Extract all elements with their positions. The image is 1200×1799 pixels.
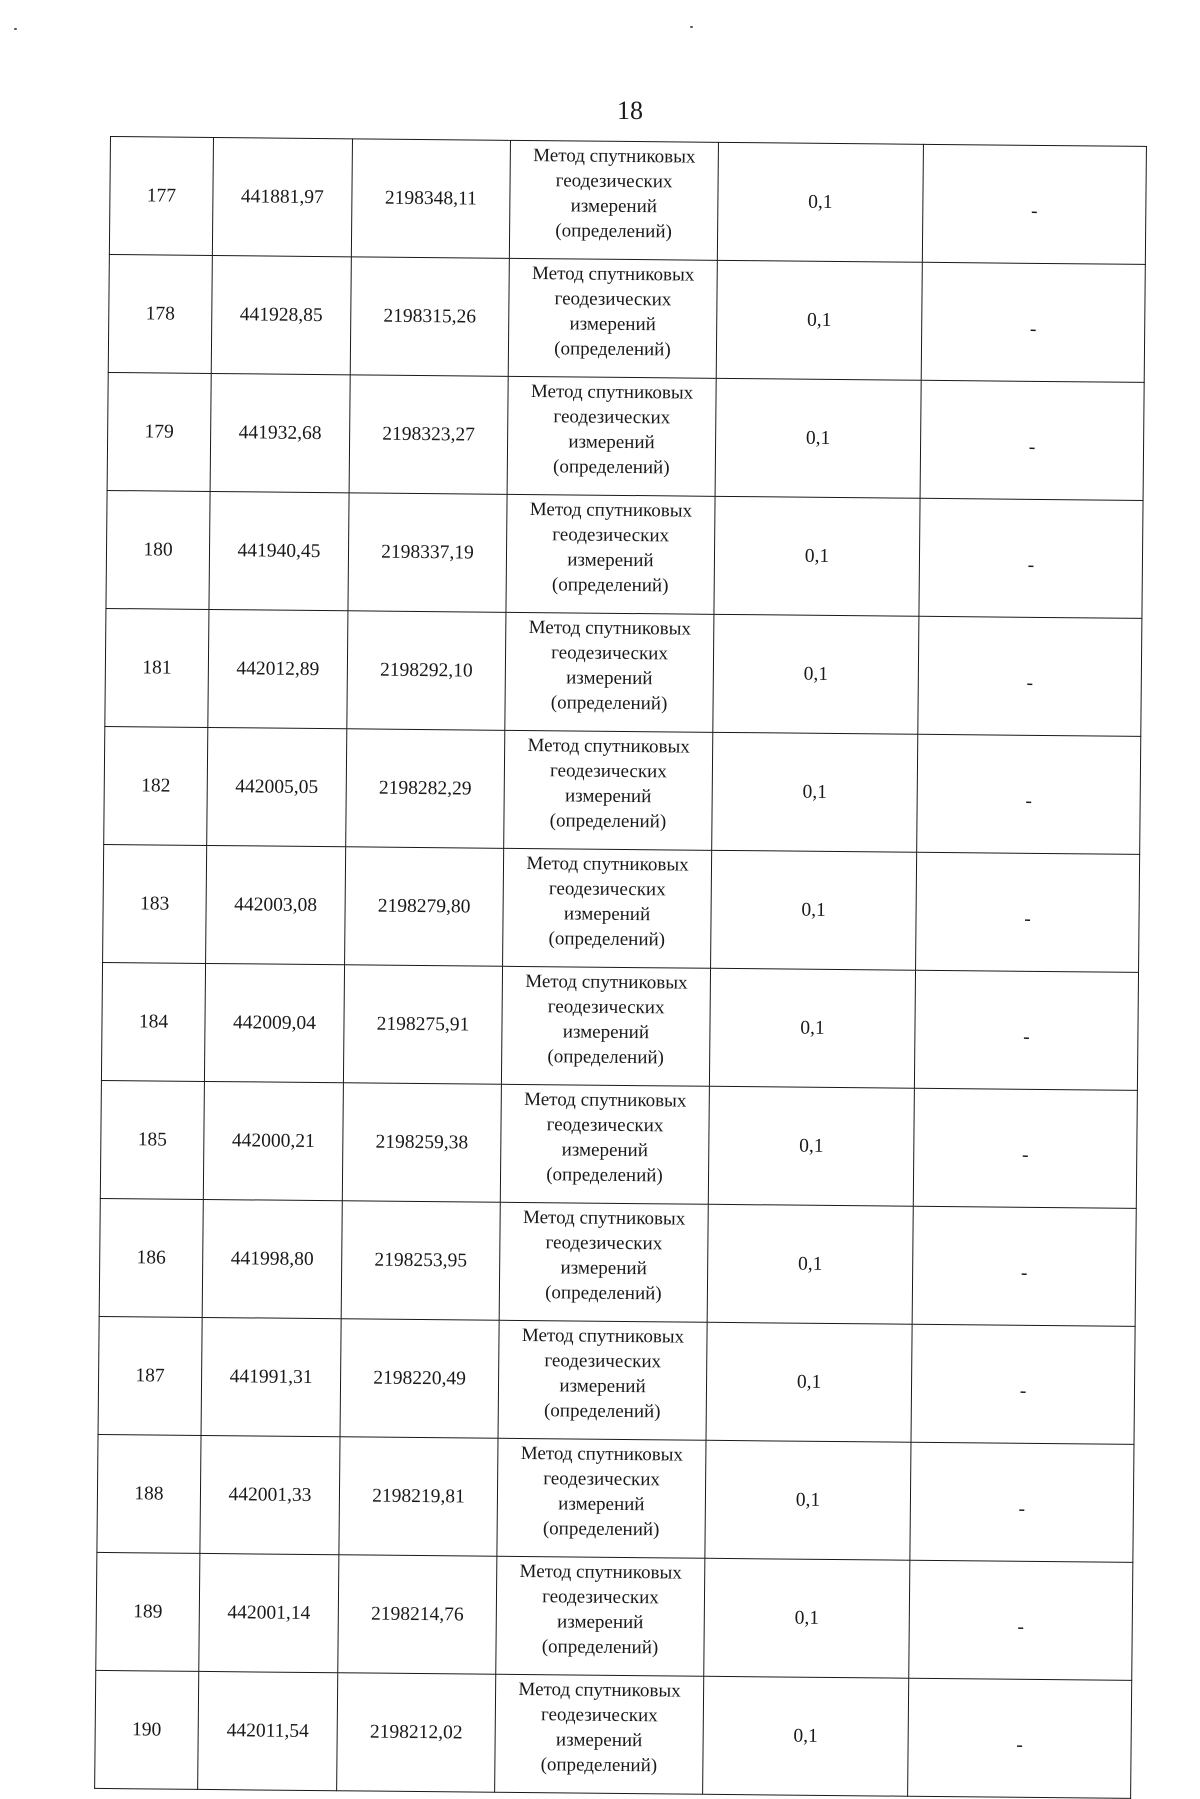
- method-cell: [505, 612, 714, 732]
- y-coordinate-cell: 2198275,91: [343, 965, 502, 1085]
- note-cell: -: [914, 970, 1138, 1090]
- method-line: (определений): [554, 338, 671, 361]
- page-number: 18: [617, 96, 643, 125]
- accuracy-cell: 0,1: [712, 732, 918, 852]
- note-cell: -: [920, 380, 1144, 500]
- y-coordinate-cell: 2198212,02: [337, 1673, 496, 1793]
- note-cell: -: [918, 616, 1142, 736]
- x-coordinate-cell: 442011,54: [198, 1671, 338, 1790]
- method-line: геодезических: [551, 642, 669, 665]
- note-cell: -: [912, 1206, 1136, 1326]
- accuracy-cell: 0,1: [716, 260, 922, 380]
- method-cell: [495, 1674, 704, 1794]
- point-number-cell: 180: [106, 490, 210, 609]
- method-line: измерений: [563, 903, 651, 926]
- note-cell: -: [913, 1088, 1137, 1208]
- method-cell: [504, 730, 713, 850]
- table-row: [106, 490, 1143, 618]
- method-line: измерений: [569, 313, 656, 336]
- point-number-cell: 181: [105, 608, 209, 727]
- accuracy-cell: 0,1: [706, 1322, 912, 1442]
- method-line: Метод спутниковых: [527, 735, 690, 758]
- method-line: (определений): [548, 928, 666, 951]
- method-line: измерений: [560, 1257, 647, 1280]
- method-line: геодезических: [546, 1114, 664, 1137]
- method-line: Метод спутниковых: [526, 853, 689, 876]
- table-row: [100, 1080, 1137, 1208]
- method-line: геодезических: [544, 1350, 662, 1373]
- method-line: измерений: [555, 1729, 643, 1752]
- table-row: [109, 137, 1146, 265]
- note-cell: -: [910, 1442, 1134, 1562]
- table-row: [99, 1198, 1136, 1326]
- point-number-cell: 187: [98, 1316, 202, 1435]
- note-cell: -: [921, 262, 1145, 382]
- table-row: [97, 1434, 1134, 1562]
- point-number-cell: 183: [103, 844, 207, 963]
- y-coordinate-cell: 2198253,95: [341, 1201, 500, 1321]
- method-line: Метод спутниковых: [529, 499, 693, 522]
- table-row: [98, 1316, 1135, 1444]
- note-cell: -: [911, 1324, 1135, 1444]
- table-row: [96, 1552, 1133, 1680]
- point-number-cell: 188: [97, 1434, 201, 1553]
- accuracy-cell: 0,1: [705, 1440, 911, 1560]
- method-cell: [498, 1320, 707, 1440]
- method-line: геодезических: [540, 1704, 658, 1727]
- method-line: геодезических: [545, 1232, 663, 1255]
- accuracy-cell: 0,1: [708, 1086, 914, 1206]
- accuracy-cell: 0,1: [715, 378, 921, 498]
- method-line: (определений): [550, 692, 668, 715]
- method-cell: [506, 494, 715, 614]
- method-line: Метод спутниковых: [524, 1089, 687, 1112]
- method-cell: [500, 1084, 709, 1204]
- table-row: [101, 962, 1138, 1090]
- table-row: [108, 254, 1145, 382]
- scan-speck: [690, 26, 693, 28]
- coordinates-table-body: [95, 137, 1147, 1799]
- method-line: измерений: [557, 1611, 644, 1634]
- method-line: геодезических: [543, 1468, 661, 1491]
- method-line: (определений): [547, 1046, 665, 1069]
- method-line: (определений): [540, 1754, 658, 1777]
- method-line: геодезических: [548, 878, 666, 901]
- accuracy-cell: 0,1: [713, 614, 919, 734]
- note-cell: -: [922, 144, 1146, 264]
- method-line: (определений): [542, 1518, 660, 1541]
- method-cell: [501, 966, 710, 1086]
- method-line: (определений): [551, 574, 669, 597]
- y-coordinate-cell: 2198282,29: [346, 729, 505, 849]
- accuracy-cell: 0,1: [703, 1676, 909, 1796]
- y-coordinate-cell: 2198219,81: [339, 1437, 498, 1557]
- table-row: [95, 1670, 1132, 1798]
- point-number-cell: 178: [108, 254, 212, 373]
- method-cell: [508, 258, 717, 378]
- method-line: (определений): [555, 220, 672, 243]
- point-number-cell: 186: [99, 1198, 203, 1317]
- accuracy-cell: 0,1: [714, 496, 920, 616]
- method-cell: [499, 1202, 708, 1322]
- y-coordinate-cell: 2198337,19: [348, 493, 507, 613]
- x-coordinate-cell: 442009,04: [204, 963, 344, 1082]
- note-cell: -: [908, 1678, 1132, 1798]
- method-cell: [509, 140, 718, 260]
- y-coordinate-cell: 2198279,80: [345, 847, 504, 967]
- y-coordinate-cell: 2198315,26: [350, 257, 509, 377]
- method-line: измерений: [567, 549, 654, 572]
- method-line: Метод спутниковых: [531, 263, 695, 286]
- accuracy-cell: 0,1: [711, 850, 917, 970]
- method-line: геодезических: [549, 760, 667, 783]
- point-number-cell: 179: [107, 372, 211, 491]
- method-line: измерений: [562, 1021, 650, 1044]
- point-number-cell: 182: [104, 726, 208, 845]
- method-cell: [496, 1556, 705, 1676]
- accuracy-cell: 0,1: [704, 1558, 910, 1678]
- method-line: Метод спутниковых: [522, 1207, 686, 1230]
- x-coordinate-cell: 442001,14: [199, 1553, 339, 1672]
- point-number-cell: 190: [95, 1670, 199, 1789]
- accuracy-cell: 0,1: [717, 142, 923, 262]
- method-line: геодезических: [542, 1586, 659, 1609]
- method-line: измерений: [561, 1139, 649, 1162]
- x-coordinate-cell: 441998,80: [202, 1199, 342, 1318]
- table-row: [105, 608, 1142, 736]
- method-line: Метод спутниковых: [528, 617, 692, 640]
- method-cell: [507, 376, 716, 496]
- note-cell: -: [917, 734, 1141, 854]
- x-coordinate-cell: 441928,85: [211, 255, 351, 374]
- method-line: (определений): [543, 1400, 661, 1423]
- method-line: (определений): [552, 456, 670, 479]
- x-coordinate-cell: 441932,68: [210, 373, 350, 492]
- y-coordinate-cell: 2198292,10: [347, 611, 506, 731]
- x-coordinate-cell: 442012,89: [208, 609, 348, 728]
- method-line: Метод спутниковых: [530, 381, 694, 404]
- method-cell: [497, 1438, 706, 1558]
- method-line: (определений): [546, 1164, 663, 1187]
- note-cell: -: [909, 1560, 1133, 1680]
- x-coordinate-cell: 442005,05: [207, 727, 347, 846]
- y-coordinate-cell: 2198348,11: [351, 139, 510, 259]
- method-line: Метод спутниковых: [521, 1325, 685, 1348]
- method-line: (определений): [545, 1282, 662, 1305]
- method-line: Метод спутниковых: [518, 1678, 681, 1702]
- y-coordinate-cell: 2198259,38: [342, 1083, 501, 1203]
- method-line: измерений: [568, 431, 655, 454]
- y-coordinate-cell: 2198220,49: [340, 1319, 499, 1439]
- method-line: геодезических: [552, 524, 670, 547]
- y-coordinate-cell: 2198214,76: [338, 1555, 497, 1675]
- x-coordinate-cell: 442003,08: [206, 845, 346, 964]
- method-line: Метод спутниковых: [533, 145, 696, 168]
- method-line: геодезических: [547, 996, 665, 1019]
- method-line: геодезических: [555, 170, 673, 193]
- accuracy-cell: 0,1: [709, 968, 915, 1088]
- method-line: (определений): [541, 1636, 659, 1659]
- method-line: измерений: [564, 785, 652, 808]
- table-row: [104, 726, 1141, 854]
- table-row: [103, 844, 1140, 972]
- method-line: измерений: [566, 667, 653, 690]
- method-line: измерений: [570, 195, 658, 218]
- method-line: геодезических: [553, 406, 671, 429]
- method-line: Метод спутниковых: [519, 1560, 682, 1584]
- x-coordinate-cell: 442000,21: [203, 1081, 343, 1200]
- method-line: Метод спутниковых: [520, 1443, 684, 1466]
- x-coordinate-cell: 441991,31: [201, 1317, 341, 1436]
- x-coordinate-cell: 442001,33: [200, 1435, 340, 1554]
- x-coordinate-cell: 441881,97: [212, 137, 352, 256]
- method-line: Метод спутниковых: [525, 971, 688, 994]
- point-number-cell: 189: [96, 1552, 200, 1671]
- method-line: измерений: [559, 1375, 646, 1398]
- method-line: измерений: [558, 1493, 645, 1516]
- coordinates-table: [94, 136, 1147, 1799]
- table-row: [107, 372, 1144, 500]
- x-coordinate-cell: 441940,45: [209, 491, 349, 610]
- point-number-cell: 177: [109, 137, 213, 256]
- note-cell: -: [919, 498, 1143, 618]
- method-line: (определений): [549, 810, 667, 833]
- point-number-cell: 184: [101, 962, 205, 1081]
- scan-speck: [14, 28, 17, 30]
- note-cell: -: [916, 852, 1140, 972]
- method-line: геодезических: [554, 288, 672, 311]
- method-cell: [503, 848, 712, 968]
- accuracy-cell: 0,1: [707, 1204, 913, 1324]
- y-coordinate-cell: 2198323,27: [349, 375, 508, 495]
- point-number-cell: 185: [100, 1080, 204, 1199]
